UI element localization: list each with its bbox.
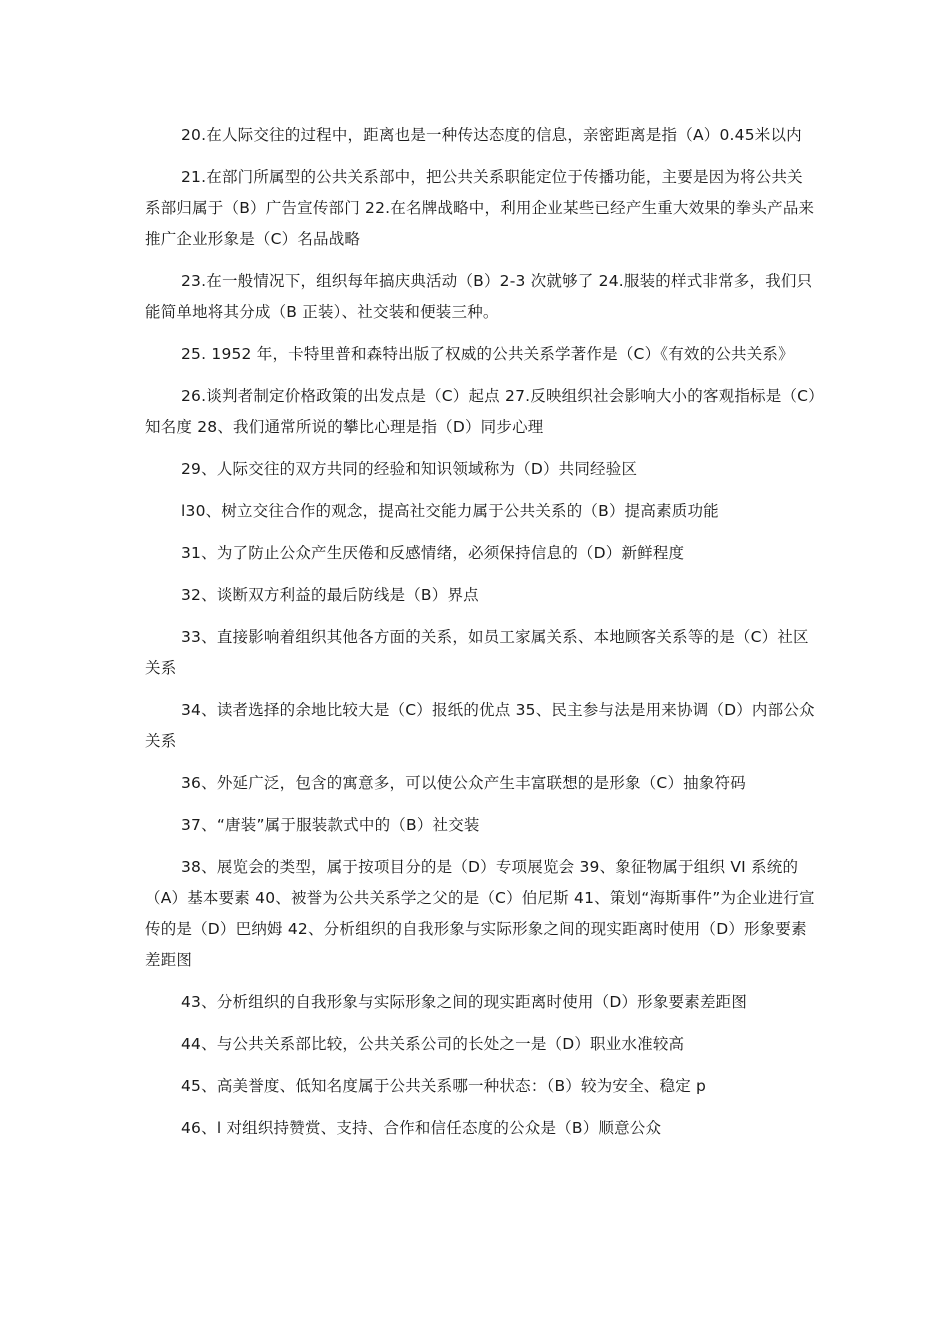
question-paragraph-38-42: 38、展览会的类型，属于按项目分的是（D）专项展览会 39、象征物属于组织 VI 系统的（A）基本要素 40、被誉为公共关系学之父的是（C）伯尼斯 41、策划“海斯事件”为企业进行宣传的是（D）巴纳姆 42、分析组织的自我形象与实际形象之间的现实距离时使用（D）形象要素差距图: [145, 858, 815, 969]
question-paragraph-31: 31、为了防止公众产生厌倦和反感情绪，必须保持信息的（D）新鲜程度: [181, 544, 685, 562]
question-paragraph-36: 36、外延广泛，包含的寓意多，可以使公众产生丰富联想的是形象（C）抽象符码: [181, 774, 746, 792]
question-paragraph-44: 44、与公共关系部比较，公共关系公司的长处之一是（D）职业水准较高: [181, 1035, 685, 1053]
question-paragraph-30: l30、树立交往合作的观念，提高社交能力属于公共关系的（B）提高素质功能: [181, 502, 719, 520]
question-paragraph-25: 25. 1952 年，卡特里普和森特出版了权威的公共关系学著作是（C）《有效的公共关系》: [181, 345, 794, 363]
question-paragraph-21-22: 21.在部门所属型的公共关系部中，把公共关系职能定位于传播功能，主要是因为将公共关系部归属于（B）广告宣传部门 22.在名牌战略中，利用企业某些已经产生重大效果的拳头产品来推广企业形象是（C）名品战略: [145, 168, 815, 248]
document-body: [145, 120, 817, 1155]
question-paragraph-46: 46、l 对组织持赞赏、支持、合作和信任态度的公众是（B）顺意公众: [181, 1119, 662, 1137]
question-paragraph-43: 43、分析组织的自我形象与实际形象之间的现实距离时使用（D）形象要素差距图: [181, 993, 748, 1011]
question-paragraph-23-24: 23.在一般情况下，组织每年搞庆典活动（B）2-3 次就够了 24.服装的样式非常多，我们只能简单地将其分成（B 正装）、社交装和便装三种。: [145, 272, 813, 321]
question-paragraph-29: 29、人际交往的双方共同的经验和知识领域称为（D）共同经验区: [181, 460, 638, 478]
question-paragraph-32: 32、谈断双方利益的最后防线是（B）界点: [181, 586, 479, 604]
question-paragraph-33: 33、直接影响着组织其他各方面的关系，如员工家属关系、本地顾客关系等的是（C）社区关系: [145, 628, 809, 677]
question-paragraph-20: 20.在人际交往的过程中，距离也是一种传达态度的信息，亲密距离是指（A）0.45米以内: [181, 126, 802, 144]
question-paragraph-34-35: 34、读者选择的余地比较大是（C）报纸的优点 35、民主参与法是用来协调（D）内部公众关系: [145, 701, 815, 750]
question-paragraph-37: 37、“唐装”属于服装款式中的（B）社交装: [181, 816, 480, 834]
question-paragraph-45: 45、高美誉度、低知名度属于公共关系哪一种状态：（B）较为安全、稳定 p: [181, 1077, 707, 1095]
question-paragraph-26-28: 26.谈判者制定价格政策的出发点是（C）起点 27.反映组织社会影响大小的客观指标是（C）知名度 28、我们通常所说的攀比心理是指（D）同步心理: [145, 387, 817, 436]
